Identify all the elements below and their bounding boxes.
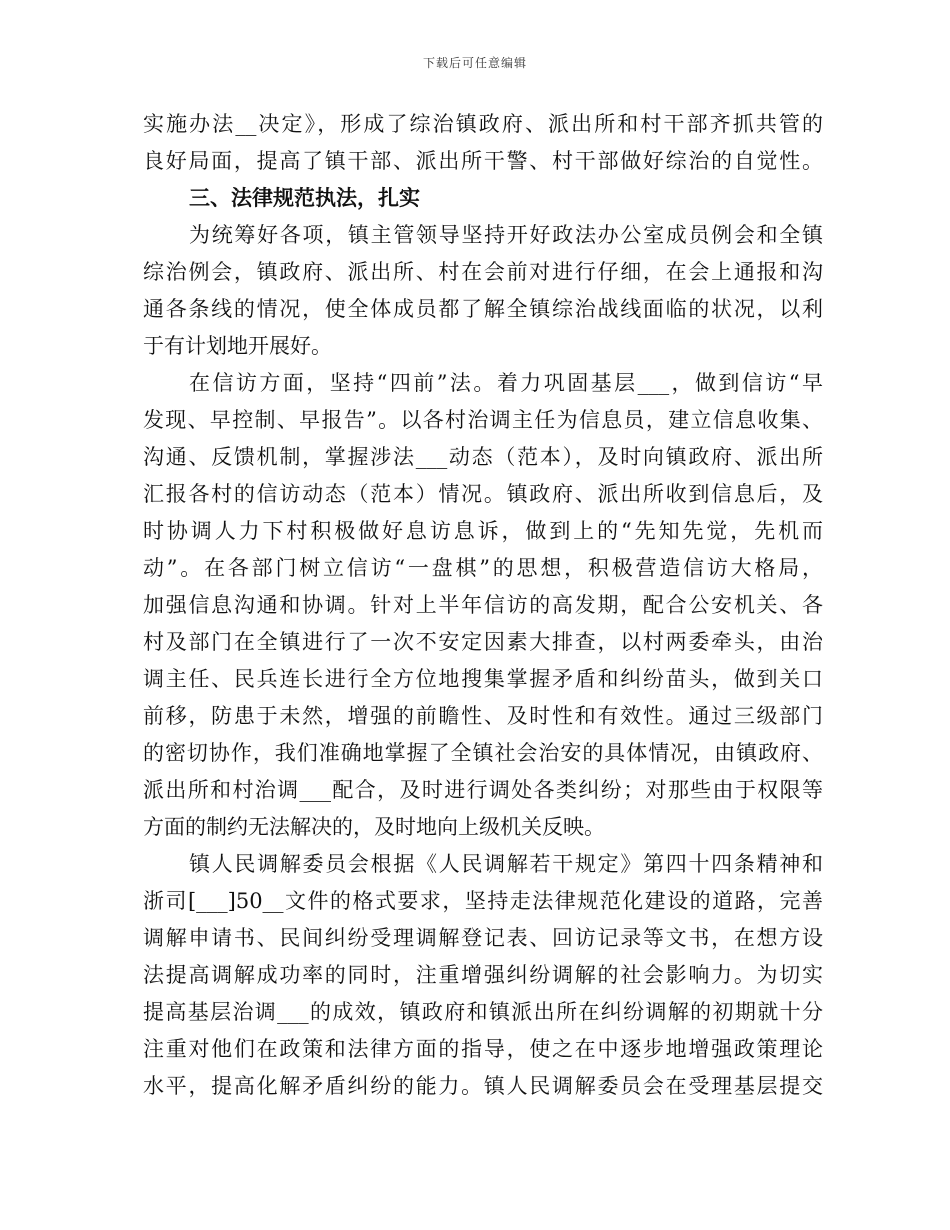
text-line: 调主任、民兵连长进行全方位地搜集掌握矛盾和纠纷苗头，做到关口 [143, 667, 823, 691]
text-line: 方面的制约无法解决的，及时地向上级机关反映。 [143, 815, 605, 839]
text-line: 时协调人力下村积极做好息访息诉，做到上的“先知先觉，先机而 [143, 519, 823, 543]
text-line: 派出所和村治调___配合，及时进行调处各类纠纷；对那些由于权限等 [143, 778, 823, 802]
section-heading: 三、法律规范执法，扎实 [189, 186, 420, 210]
text-line: 法提高调解成功率的同时，注重增强纠纷调解的社会影响力。为切实 [143, 963, 823, 987]
text-line: 通各条线的情况，使全体成员都了解全镇综治战线面临的状况，以利 [143, 297, 823, 321]
text-line: 调解申请书、民间纠纷受理调解登记表、回访记录等文书，在想方设 [143, 926, 823, 950]
paragraph-first-line: 在信访方面，坚持“四前”法。着力巩固基层___，做到信访“早 [189, 371, 823, 395]
text-line: 动”。在各部门树立信访“一盘棋”的思想，积极营造信访大格局， [143, 556, 823, 580]
text-line: 发现、早控制、早报告”。以各村治调主任为信息员，建立信息收集、 [143, 408, 823, 432]
text-line: 浙司[___]50__文件的格式要求，坚持走法律规范化建设的道路，完善 [143, 889, 823, 913]
text-line: 沟通、反馈机制，掌握涉法___动态（范本），及时向镇政府、派出所 [143, 445, 823, 469]
text-line: 的密切协作，我们准确地掌握了全镇社会治安的具体情况，由镇政府、 [143, 741, 823, 765]
text-line: 水平，提高化解矛盾纠纷的能力。镇人民调解委员会在受理基层提交 [143, 1074, 823, 1098]
text-line: 前移，防患于未然，增强的前瞻性、及时性和有效性。通过三级部门 [143, 704, 823, 728]
paragraph-first-line: 为统筹好各项，镇主管领导坚持开好政法办公室成员例会和全镇 [189, 223, 823, 247]
text-line: 实施办法__决定》，形成了综治镇政府、派出所和村干部齐抓共管的 [143, 112, 823, 136]
text-line: 于有计划地开展好。 [143, 334, 332, 358]
text-line: 注重对他们在政策和法律方面的指导，使之在中逐步地增强政策理论 [143, 1037, 823, 1061]
text-line: 汇报各村的信访动态（范本）情况。镇政府、派出所收到信息后，及 [143, 482, 823, 506]
text-line: 村及部门在全镇进行了一次不安定因素大排查，以村两委牵头，由治 [143, 630, 823, 654]
text-line: 加强信息沟通和协调。针对上半年信访的高发期，配合公安机关、各 [143, 593, 823, 617]
text-line: 提高基层治调___的成效，镇政府和镇派出所在纠纷调解的初期就十分 [143, 1000, 823, 1024]
text-line: 综治例会，镇政府、派出所、村在会前对进行仔细，在会上通报和沟 [143, 260, 823, 284]
page-header: 下载后可任意编辑 [422, 56, 527, 70]
document-body [143, 106, 823, 1105]
paragraph-first-line: 镇人民调解委员会根据《人民调解若干规定》第四十四条精神和 [189, 852, 823, 876]
text-line: 良好局面，提高了镇干部、派出所干警、村干部做好综治的自觉性。 [143, 149, 823, 173]
